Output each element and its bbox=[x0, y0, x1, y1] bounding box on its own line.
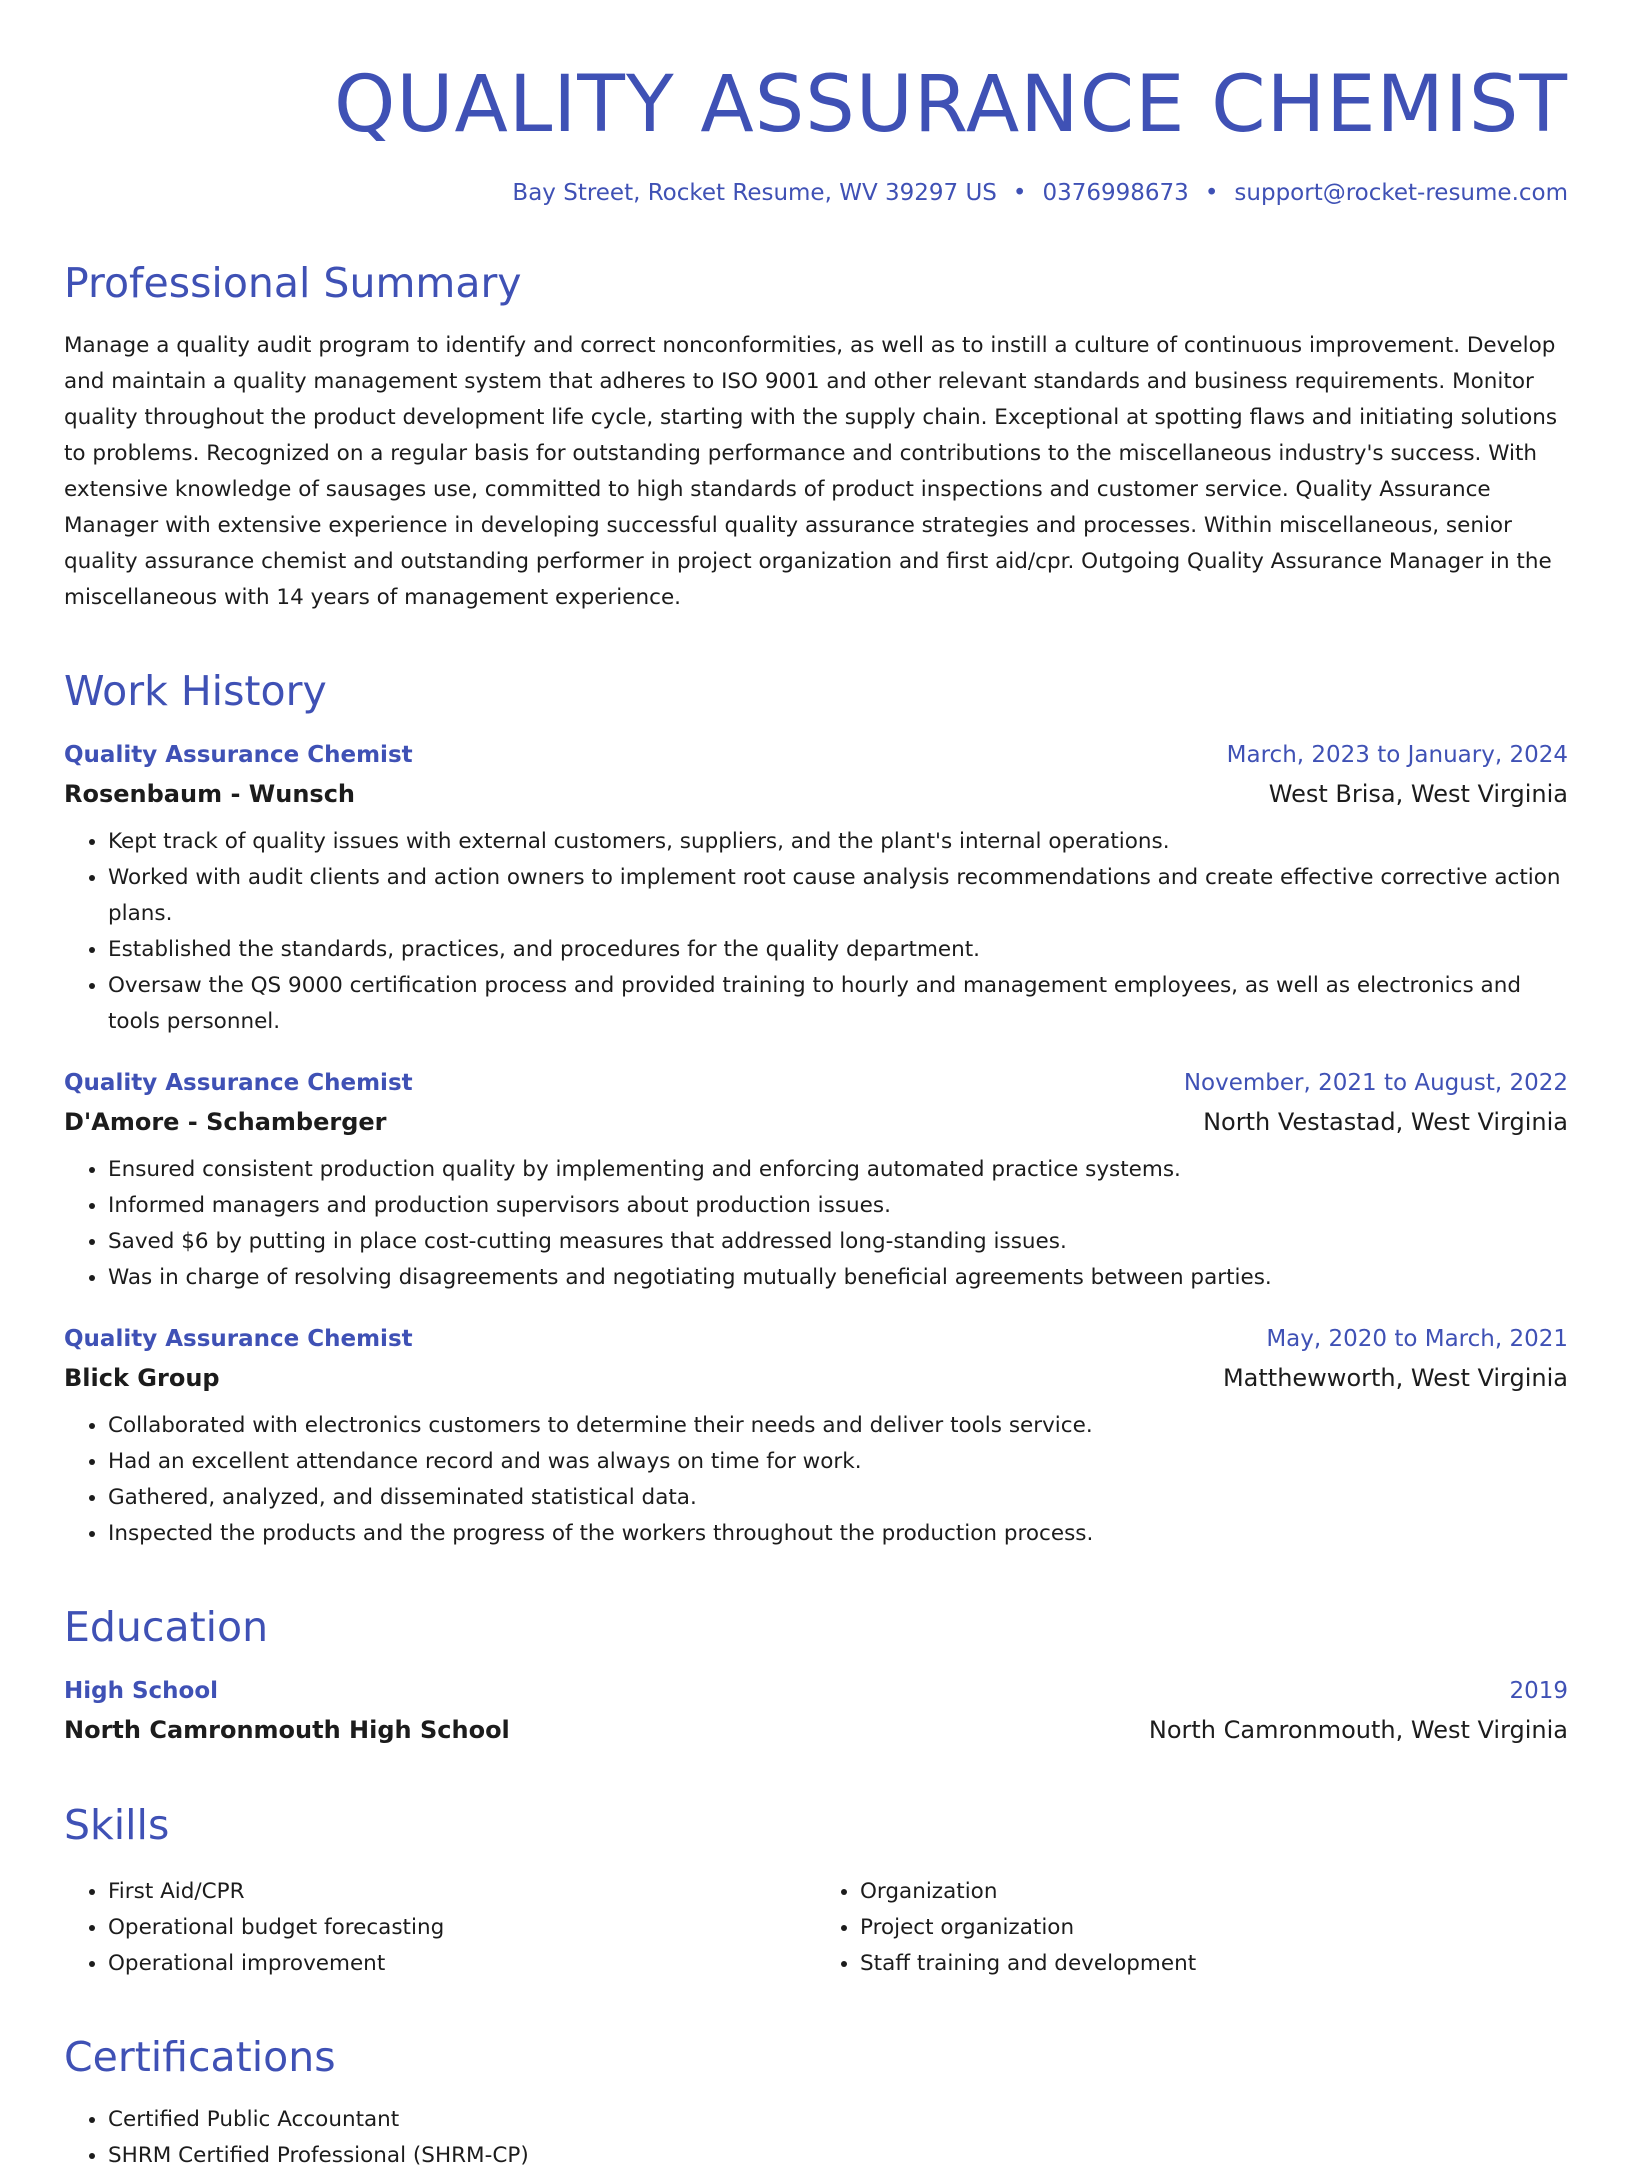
job-location: West Brisa, West Virginia bbox=[1268, 780, 1568, 808]
education-year: 2019 bbox=[1509, 1678, 1568, 1704]
job-bullet: • Kept track of quality issues with external customers, suppliers, and the plant's internal operations. bbox=[108, 824, 1568, 860]
section-title-education: Education bbox=[64, 1603, 269, 1651]
job-title: Quality Assurance Chemist bbox=[64, 1326, 413, 1352]
skill-item: • First Aid/CPR bbox=[108, 1874, 816, 1910]
contact-line bbox=[64, 178, 1568, 208]
job-title: Quality Assurance Chemist bbox=[64, 742, 413, 768]
job-entry bbox=[64, 1064, 1568, 1296]
resume-name-heading: QUALITY ASSURANCE CHEMIST bbox=[334, 60, 1568, 150]
job-bullet: • Ensured consistent production quality by implementing and enforcing automated practice systems. bbox=[108, 1152, 1568, 1188]
job-bullets bbox=[64, 1408, 1568, 1552]
skills-list-left bbox=[64, 1874, 816, 1982]
job-dates: May, 2020 to March, 2021 bbox=[1266, 1326, 1568, 1352]
job-bullet: • Saved $6 by putting in place cost-cutting measures that addressed long-standing issues. bbox=[108, 1224, 1568, 1260]
contact-separator: • bbox=[1204, 180, 1219, 206]
job-bullet: • Gathered, analyzed, and disseminated statistical data. bbox=[108, 1480, 1568, 1516]
skills-list-right bbox=[816, 1874, 1568, 1982]
contact-email[interactable]: support@rocket-resume.com bbox=[1234, 180, 1568, 206]
job-company: D'Amore - Schamberger bbox=[64, 1108, 387, 1136]
summary-text: Manage a quality audit program to identify and correct nonconformities, as well as to instill a culture of continuous improvement. Develop and maintain a quality management system that adheres to ISO 9001 and other relevant standards and business requirements. Monitor quality throughout the product development life cycle, starting with the supply chain. Exceptional at spotting flaws and initiating solutions to problems. Recognized on a regular basis for outstanding performance and contributions to the miscellaneous industry's success. With extensive knowledge of sausages use, committed to high standards of product inspections and customer service. Quality Assurance Manager with extensive experience in developing successful quality assurance strategies and processes. Within miscellaneous, senior quality assurance chemist and outstanding performer in project organization and first aid/cpr. Outgoing Quality Assurance Manager in the miscellaneous with 14 years of management experience. bbox=[64, 333, 1558, 610]
skill-item: • Organization bbox=[860, 1874, 1568, 1910]
section-title-certifications: Certifications bbox=[64, 2033, 336, 2081]
certifications-list bbox=[64, 2102, 1568, 2174]
job-dates: November, 2021 to August, 2022 bbox=[1183, 1070, 1568, 1096]
job-location: North Vestastad, West Virginia bbox=[1203, 1108, 1568, 1136]
contact-separator: • bbox=[1012, 180, 1027, 206]
job-bullet: • Informed managers and production supervisors about production issues. bbox=[108, 1188, 1568, 1224]
certification-item: • SHRM Certified Professional (SHRM-CP) bbox=[108, 2138, 1568, 2174]
section-title-work-history: Work History bbox=[64, 667, 327, 715]
job-bullet: • Oversaw the QS 9000 certification process and provided training to hourly and management employees, as well as electronics and tools personnel. bbox=[108, 968, 1568, 1040]
contact-phone: 0376998673 bbox=[1042, 180, 1189, 206]
certifications-section bbox=[64, 2030, 1568, 2174]
education-location: North Camronmouth, West Virginia bbox=[1148, 1716, 1568, 1744]
education-degree: High School bbox=[64, 1678, 219, 1704]
job-bullet: • Established the standards, practices, and procedures for the quality department. bbox=[108, 932, 1568, 968]
section-title-summary: Professional Summary bbox=[64, 259, 522, 307]
skill-item: • Staff training and development bbox=[860, 1946, 1568, 1982]
job-bullet: • Worked with audit clients and action owners to implement root cause analysis recommendations and create effective corrective action plans. bbox=[108, 860, 1568, 932]
job-entry bbox=[64, 736, 1568, 1040]
certification-item: • Certified Public Accountant bbox=[108, 2102, 1568, 2138]
job-dates: March, 2023 to January, 2024 bbox=[1226, 742, 1568, 768]
job-title: Quality Assurance Chemist bbox=[64, 1070, 413, 1096]
job-entry bbox=[64, 1320, 1568, 1552]
section-title-skills: Skills bbox=[64, 1801, 170, 1849]
job-bullet: • Had an excellent attendance record and was always on time for work. bbox=[108, 1444, 1568, 1480]
contact-address: Bay Street, Rocket Resume, WV 39297 US bbox=[512, 180, 997, 206]
skills-grid bbox=[64, 1870, 1568, 1982]
job-bullets bbox=[64, 824, 1568, 1040]
skill-item: • Operational budget forecasting bbox=[108, 1910, 816, 1946]
job-location: Matthewworth, West Virginia bbox=[1222, 1364, 1568, 1392]
job-bullets bbox=[64, 1152, 1568, 1296]
job-bullet: • Was in charge of resolving disagreements and negotiating mutually beneficial agreements between parties. bbox=[108, 1260, 1568, 1296]
skill-item: • Project organization bbox=[860, 1910, 1568, 1946]
job-bullet: • Collaborated with electronics customers to determine their needs and deliver tools service. bbox=[108, 1408, 1568, 1444]
job-bullet: • Inspected the products and the progress of the workers throughout the production process. bbox=[108, 1516, 1568, 1552]
education-school: North Camronmouth High School bbox=[64, 1716, 510, 1744]
job-company: Rosenbaum - Wunsch bbox=[64, 780, 355, 808]
skill-item: • Operational improvement bbox=[108, 1946, 816, 1982]
job-company: Blick Group bbox=[64, 1364, 220, 1392]
